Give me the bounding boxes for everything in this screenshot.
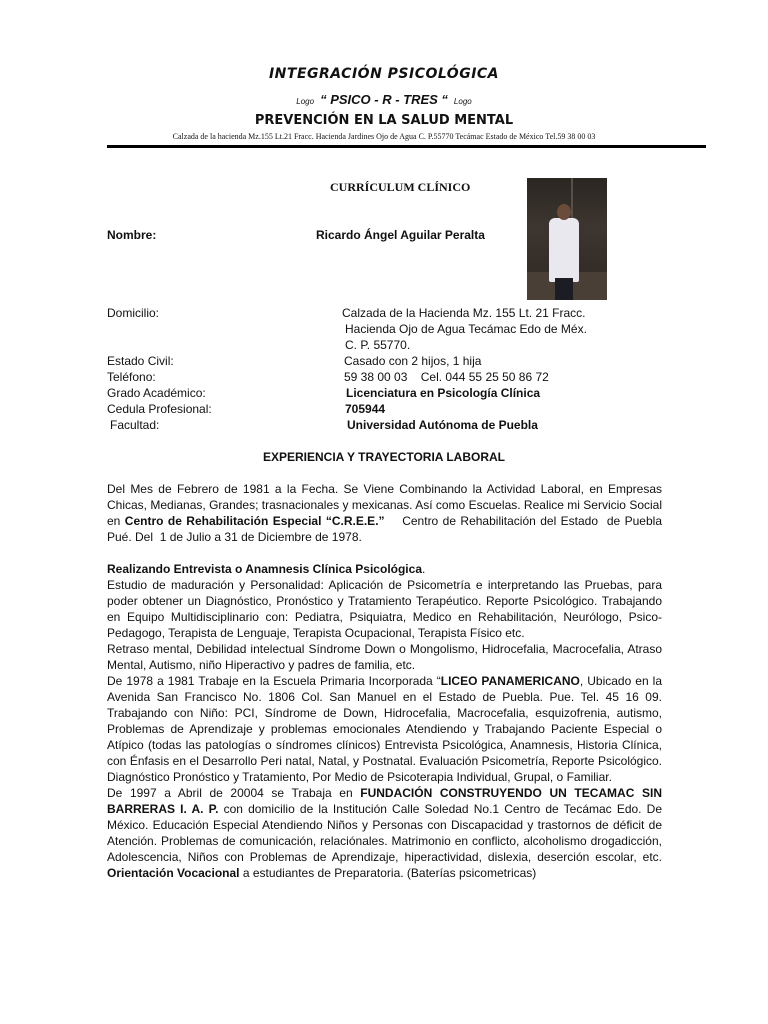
paragraph-study: Estudio de maduración y Personalidad: Aplicación de Psicometría e interpretando las Pruebas, para poder obtener un Diagnóstico, Pronóstico y Tratamiento Terapéutico. Reporte Psicológico. Trabajando en Equipo Multidisciplinario con: Pediatra, Psiquiatra, Medico en Rehabilitación, Neurólogo, Psico-Pedagogo, Terapista de Lenguaje, Terapista Ocupacional, Terapista Físico etc.: [107, 578, 662, 640]
letterhead-address: Calzada de la hacienda Mz.155 Lt.21 Fracc. Hacienda Jardines Ojo de Agua C. P.55770 Tecámac Estado de México Tel.59 38 00 03: [172, 132, 596, 141]
domicilio-line3: C. P. 55770.: [345, 338, 411, 352]
header-divider: [107, 145, 706, 148]
letterhead-subtitle: PREVENCIÓN EN LA SALUD MENTAL: [254, 113, 514, 128]
telefono-value: 59 38 00 03 Cel. 044 55 25 50 86 72: [344, 370, 549, 384]
letterhead-title: INTEGRACIÓN PSICOLÓGICA: [268, 66, 500, 82]
facultad-value: Universidad Autónoma de Puebla: [347, 418, 538, 432]
facultad-label: Facultad:: [110, 418, 160, 432]
name-value: Ricardo Ángel Aguilar Peralta: [316, 228, 485, 242]
document-title: CURRÍCULUM CLÍNICO: [330, 180, 471, 194]
letterhead-logo-line: [0, 92, 768, 107]
logo-left-label: Logo: [296, 97, 315, 106]
paragraph-fundacion: De 1997 a Abril de 20004 se Trabaja en FUNDACIÓN CONSTRUYENDO UN TECAMAC SIN BARRERAS I. A. P. con domicilio de la Institución Calle Soledad No.1 Centro de Tecámac Edo. De México. Educación Especial Atendiendo Niños y Personas con Discapacidad y trastornos de déficit de Atención. Problemas de comunicación, relaciónales. Matrimonio en conflicto, alcoholismo drogadicción, Adolescencia, Niños con Problemas de Aprendizaje, hiperactividad, dislexia, deserción escolar, etc. Orientación Vocacional a estudiantes de Preparatoria. (Baterías psicometricas): [107, 786, 662, 880]
paragraph-liceo: De 1978 a 1981 Trabaje en la Escuela Primaria Incorporada “LICEO PANAMERICANO, Ubicado en la Avenida San Francisco No. 1806 Col. San Manuel en el Estado de Puebla. Pue. Tel. 45 16 09. Trabajando con Niño: PCI, Síndrome de Down, Hidrocefalia, Macrocefalia, esquizofrenia, autismo, Problemas de Aprendizaje y problemas emocionales Atendiendo y Trabajando Paciente Especial o Atípico (todas las patologías o síndromes clínicos) Entrevista Psicológica, Anamnesis, Historia Clínica, con Énfasis en el Desarrollo Peri natal, Natal, y Postnatal. Evaluación Psicometría, Reporte Psicológico. Diagnóstico Pronóstico y Tratamiento, Por Medio de Psicoterapia Individual, Grupal, o Familiar.: [107, 674, 662, 784]
domicilio-line2: Hacienda Ojo de Agua Tecámac Edo de Méx.: [345, 322, 587, 336]
experience-body: [107, 481, 666, 881]
estado-civil-value: Casado con 2 hijos, 1 hija: [344, 354, 482, 368]
domicilio-line1: Calzada de la Hacienda Mz. 155 Lt. 21 Fracc.: [342, 306, 586, 320]
logo-right-label: Logo: [453, 97, 472, 106]
paragraph-intro: Del Mes de Febrero de 1981 a la Fecha. Se Viene Combinando la Actividad Laboral, en Empresas Chicas, Medianas, Grandes; trasnacionales y mexicanas. Así como Escuelas. Realice mi Servicio Social en Centro de Rehabilitación Especial “C.R.E.E.” Centro de Rehabilitación del Estado de Puebla Pué. Del 1 de Julio a 31 de Diciembre de 1978.: [107, 482, 666, 544]
domicilio-label: Domicilio:: [107, 306, 160, 320]
estado-civil-label: Estado Civil:: [107, 354, 174, 368]
paragraph-heading: Realizando Entrevista o Anamnesis Clínica Psicológica.: [107, 562, 426, 576]
cedula-label: Cedula Profesional:: [107, 402, 212, 416]
experience-section-title: EXPERIENCIA Y TRAYECTORIA LABORAL: [262, 450, 506, 464]
paragraph-conditions: Retraso mental, Debilidad intelectual Síndrome Down o Mongolismo, Hidrocefalia, Macrocefalia, Atraso Mental, Autismo, niño Hiperactivo y padres de familia, etc.: [107, 642, 662, 672]
logo-main-text: “ PSICO - R - TRES “: [320, 92, 448, 107]
grado-academico-value: Licenciatura en Psicología Clínica: [346, 386, 541, 400]
cedula-value: 705944: [345, 402, 386, 416]
telefono-label: Teléfono:: [107, 370, 156, 384]
grado-academico-label: Grado Académico:: [107, 386, 206, 400]
profile-photo: [527, 178, 607, 300]
name-label: Nombre:: [107, 228, 157, 242]
